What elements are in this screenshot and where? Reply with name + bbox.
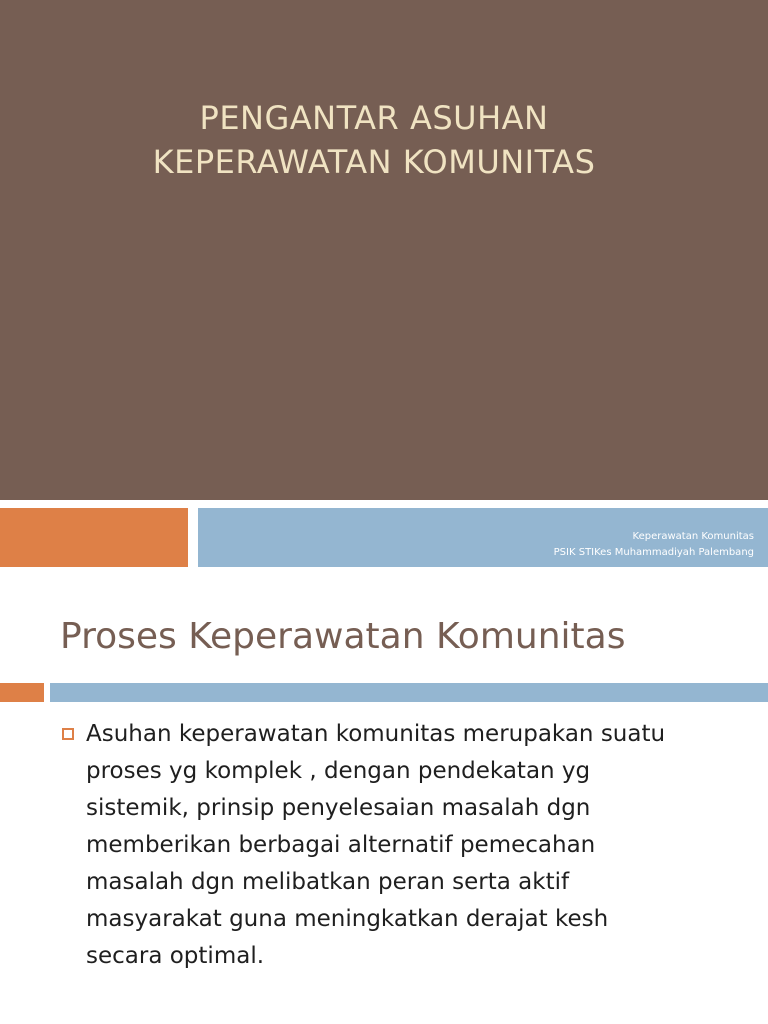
bullet-line: proses yg komplek , dengan pendekatan yg	[86, 758, 591, 784]
content-slide-title: Proses Keperawatan Komunitas	[60, 616, 626, 657]
bullet-square-icon	[62, 728, 74, 740]
title-underline-orange	[0, 683, 44, 702]
bullet-line: memberikan berbagai alternatif pemecahan	[86, 832, 596, 858]
bullet-line: masyarakat guna meningkatkan derajat kesh	[86, 906, 609, 932]
footer-course: Keperawatan Komunitas	[632, 531, 754, 542]
slide-footer	[554, 529, 754, 561]
bullet-line: masalah dgn melibatkan peran serta aktif	[86, 869, 570, 895]
bullet-line: sistemik, prinsip penyelesaian masalah dgn	[86, 795, 591, 821]
footer-institution: PSIK STIKes Muhammadiyah Palembang	[553, 547, 754, 558]
footer-accent-orange	[0, 508, 188, 567]
title-underline-blue	[50, 683, 768, 702]
title-slide	[0, 0, 768, 500]
slide-title	[0, 96, 748, 184]
slide-title-line-1: PENGANTAR ASUHAN	[199, 99, 549, 137]
bullet-paragraph	[86, 716, 746, 975]
bullet-line: Asuhan keperawatan komunitas merupakan suatu	[86, 721, 666, 747]
slide-title-line-2: KEPERAWATAN KOMUNITAS	[152, 143, 596, 181]
bullet-line: secara optimal.	[86, 943, 265, 969]
